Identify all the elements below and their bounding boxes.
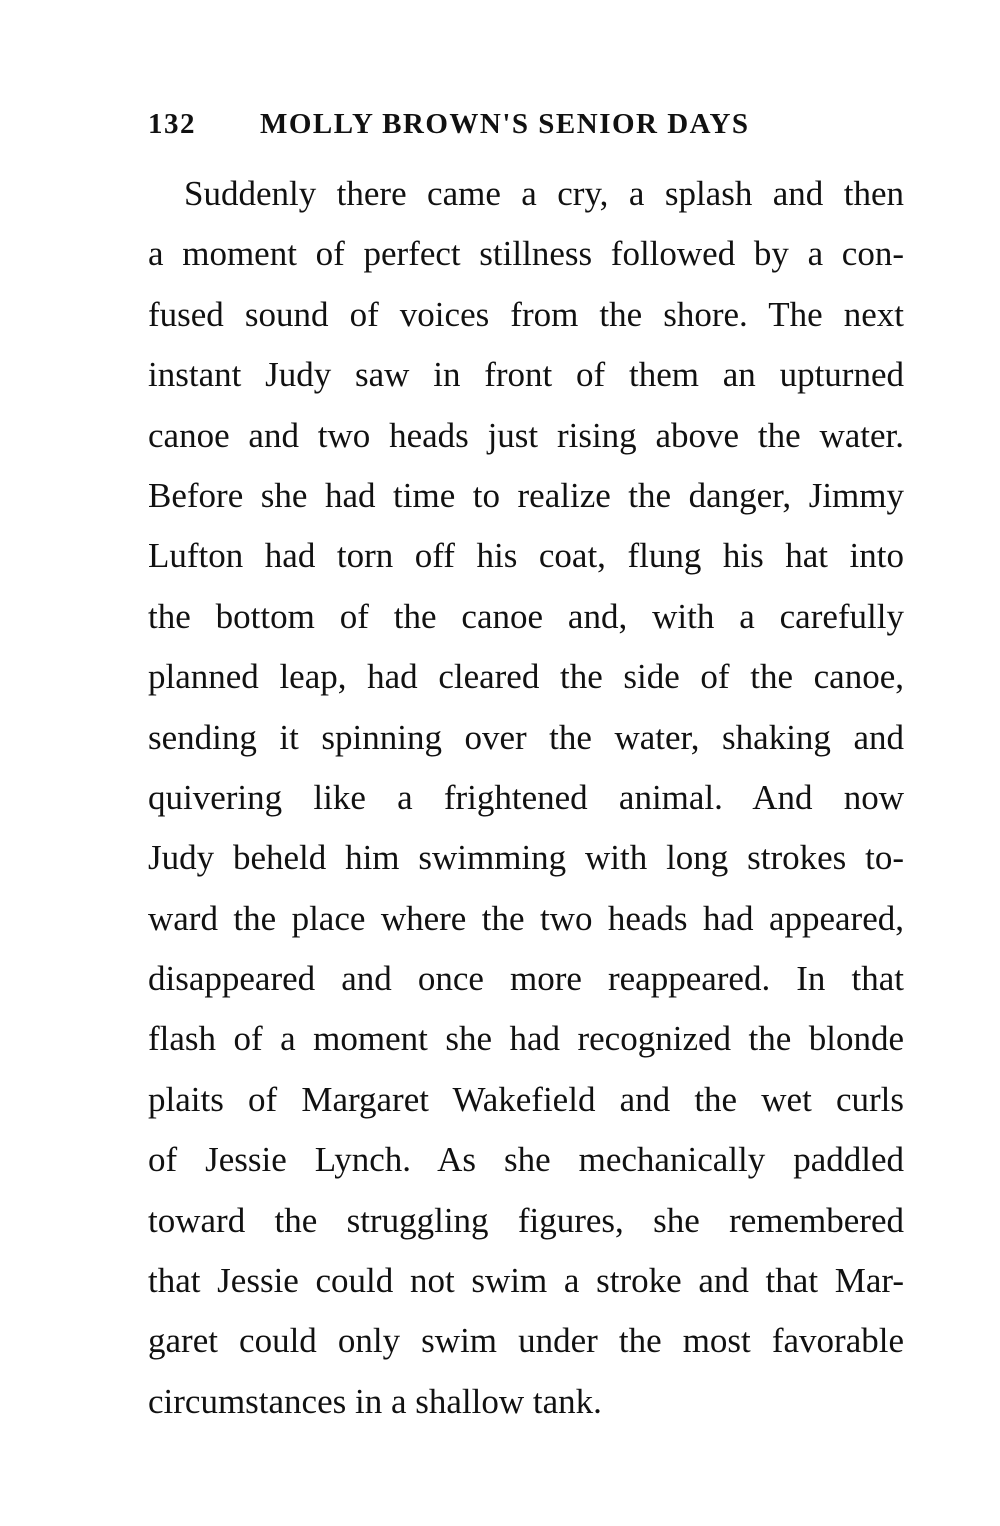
page-number: 132 — [148, 108, 196, 140]
text-line: instant Judy saw in front of them an upturned — [148, 355, 904, 395]
text-line: Suddenly there came a cry, a splash and then — [184, 174, 904, 213]
book-title: MOLLY BROWN'S SENIOR DAYS — [260, 108, 750, 140]
text-line: quivering like a frightened animal. And now — [148, 777, 904, 817]
text-line: disappeared and once more reappeared. In that — [148, 959, 904, 999]
text-line: canoe and two heads just rising above the water. — [148, 415, 904, 455]
text-line: planned leap, had cleared the side of the canoe, — [148, 657, 904, 697]
text-line: of Jessie Lynch. As she mechanically paddled — [148, 1140, 904, 1180]
text-line: ward the place where the two heads had appeared, — [148, 898, 904, 938]
text-line: Lufton had torn off his coat, flung his hat into — [148, 536, 904, 576]
text-line: flash of a moment she had recognized the blonde — [148, 1019, 904, 1059]
text-line: toward the struggling figures, she remembered — [148, 1200, 904, 1240]
text-line: plaits of Margaret Wakefield and the wet curls — [148, 1079, 904, 1119]
text-line: sending it spinning over the water, shaking and — [148, 717, 904, 757]
text-line: garet could only swim under the most favorable — [148, 1321, 904, 1361]
body-paragraph — [148, 164, 904, 1432]
text-line: that Jessie could not swim a stroke and that Mar- — [148, 1261, 904, 1301]
text-line: the bottom of the canoe and, with a carefully — [148, 596, 904, 636]
text-line: Judy beheld him swimming with long strokes to- — [148, 838, 904, 878]
text-line: circumstances in a shallow tank. — [148, 1381, 602, 1421]
running-head — [148, 108, 908, 152]
text-line: a moment of perfect stillness followed by a con- — [148, 234, 904, 274]
text-line: fused sound of voices from the shore. The next — [148, 294, 904, 334]
text-line: Before she had time to realize the danger, Jimmy — [148, 475, 904, 515]
